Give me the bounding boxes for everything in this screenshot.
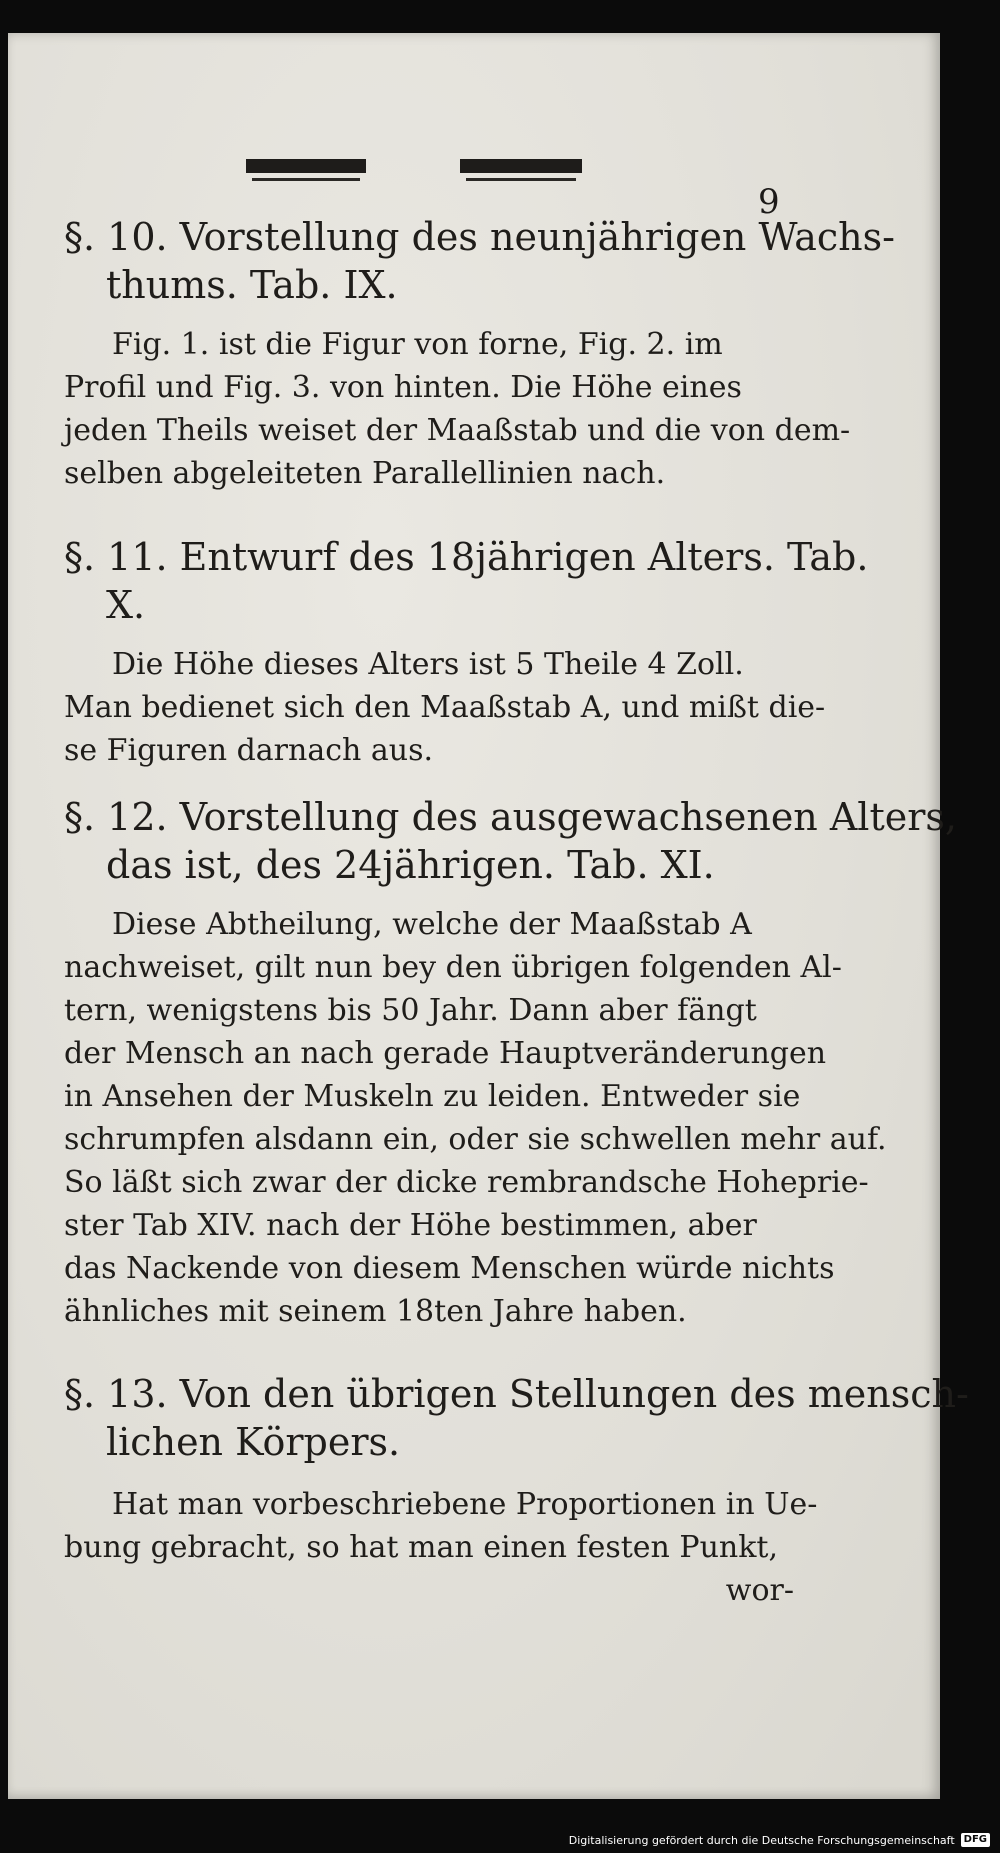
book-page (8, 33, 969, 1799)
heading-line: X. (106, 583, 146, 627)
catchword: wor- (725, 1573, 794, 1608)
paragraph-line: in Ansehen der Muskeln zu leiden. Entweder sie (64, 1079, 801, 1114)
heading-line: §. 12. Vorstellung des ausgewachsenen Alters, (64, 795, 957, 839)
paragraph-line: nachweiset, gilt nun bey den übrigen folgenden Al- (64, 950, 842, 985)
footer-credit-text: Digitalisierung gefördert durch die Deutsche Forschungsgemeinschaft (568, 1833, 955, 1847)
paragraph-line: Fig. 1. ist die Figur von forne, Fig. 2. im (112, 327, 723, 362)
paragraph-line: tern, wenigstens bis 50 Jahr. Dann aber fängt (64, 993, 757, 1028)
paragraph-line: bung gebracht, so hat man einen festen Punkt, (64, 1530, 779, 1565)
section-paragraph-11 (64, 643, 826, 772)
paragraph-line: Man bedienet sich den Maaßstab A, und mißt die- (64, 690, 826, 725)
paragraph-line: Die Höhe dieses Alters ist 5 Theile 4 Zoll. (112, 647, 744, 682)
paragraph-line: der Mensch an nach gerade Hauptveränderungen (64, 1036, 827, 1071)
heading-line: §. 11. Entwurf des 18jährigen Alters. Tab. (64, 535, 869, 579)
paragraph-line: Diese Abtheilung, welche der Maaßstab A (112, 907, 752, 942)
dfg-logo: DFG (961, 1833, 990, 1847)
paragraph-line: So läßt sich zwar der dicke rembrandsche Hoheprie- (64, 1165, 869, 1200)
heading-line: §. 10. Vorstellung des neunjährigen Wachs- (64, 215, 895, 259)
paragraph-line: jeden Theils weiset der Maaßstab und die von dem- (64, 413, 851, 448)
header-ornament-left (246, 159, 366, 183)
section-heading-12 (64, 793, 957, 889)
heading-line: lichen Körpers. (106, 1420, 401, 1464)
section-paragraph-13 (64, 1483, 818, 1612)
heading-line: thums. Tab. IX. (106, 263, 398, 307)
header-ornament-right (460, 159, 582, 183)
paragraph-line: ähnliches mit seinem 18ten Jahre haben. (64, 1294, 687, 1329)
section-paragraph-12 (64, 903, 887, 1333)
paragraph-line: ster Tab XIV. nach der Höhe bestimmen, aber (64, 1208, 757, 1243)
paragraph-line: Profil und Fig. 3. von hinten. Die Höhe eines (64, 370, 742, 405)
paragraph-line: selben abgeleiteten Parallellinien nach. (64, 456, 666, 491)
section-heading-10 (64, 213, 895, 309)
page-number: 9 (758, 182, 780, 222)
heading-line: das ist, des 24jährigen. Tab. XI. (106, 843, 715, 887)
paragraph-line: schrumpfen alsdann ein, oder sie schwellen mehr auf. (64, 1122, 887, 1157)
paragraph-line: das Nackende von diesem Menschen würde nichts (64, 1251, 835, 1286)
digitization-footer (569, 1831, 990, 1849)
section-paragraph-10 (64, 323, 851, 495)
paragraph-line: se Figuren darnach aus. (64, 733, 434, 768)
section-heading-13 (64, 1370, 969, 1466)
heading-line: §. 13. Von den übrigen Stellungen des mensch- (64, 1372, 969, 1416)
paragraph-line: Hat man vorbeschriebene Proportionen in Ue- (112, 1487, 818, 1522)
section-heading-11 (64, 533, 869, 629)
